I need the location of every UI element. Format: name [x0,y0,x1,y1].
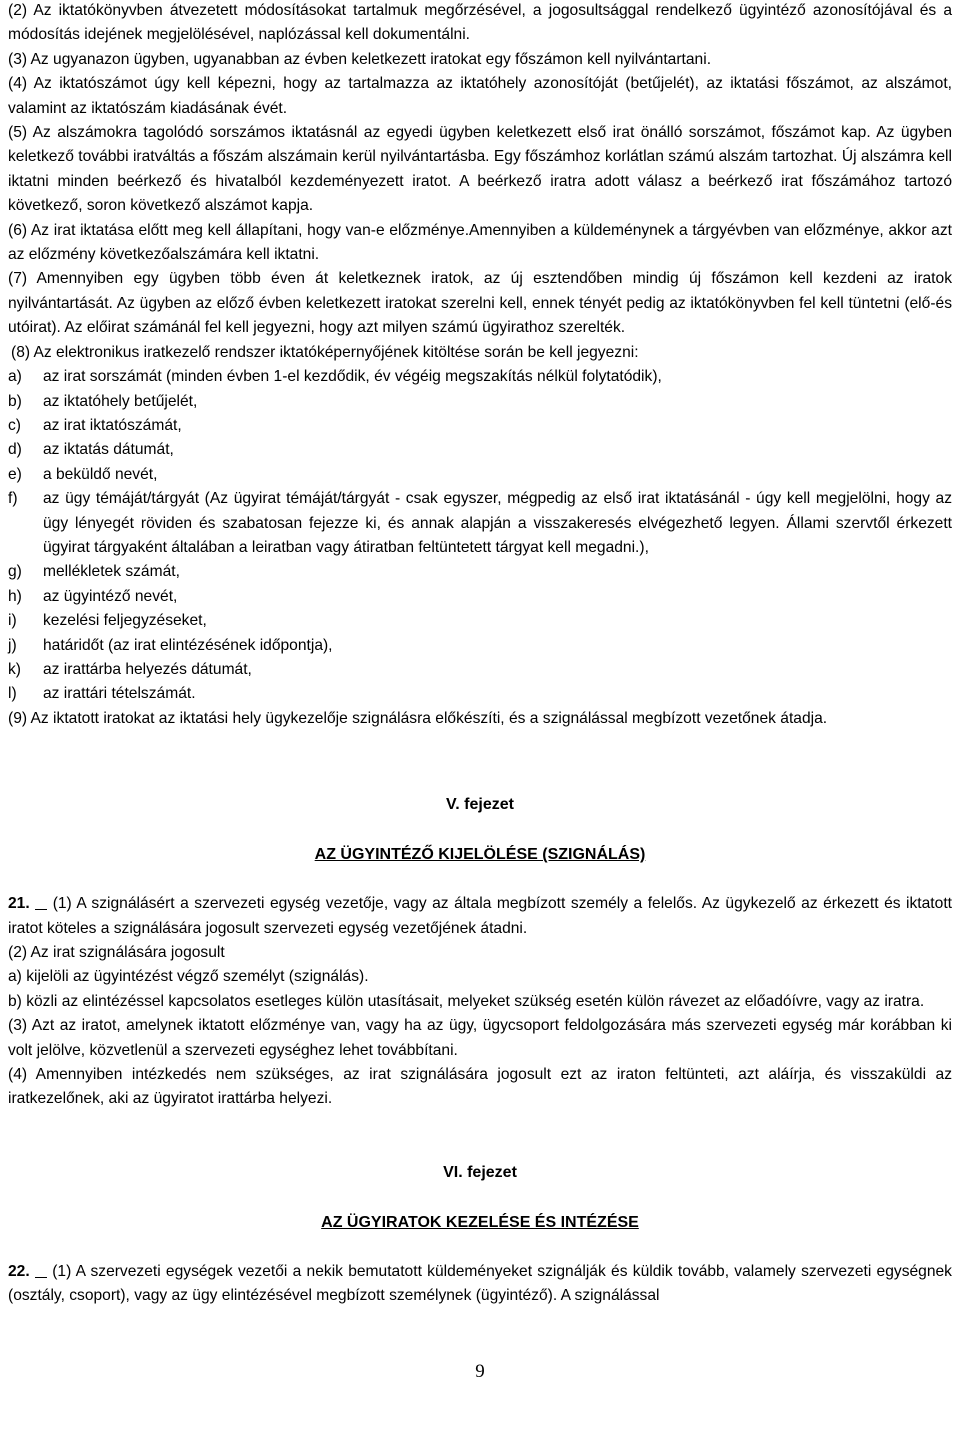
paragraph-6: (6) Az irat iktatása előtt meg kell állapítani, hogy van-e előzménye.Amennyiben a küldeménynek a tárgyévben van előzménye, akkor azt az előzmény következőalszámára kell iktatni. [8,221,952,264]
list-item [8,609,952,633]
list-item [8,390,952,414]
chapter-vi-number: VI. fejezet [443,1163,517,1181]
list-text: az irat sorszámát (minden évben 1-el kezdődik, év végéig megszakítás nélkül folytatódik), [43,368,662,386]
list-text: a beküldő nevét, [43,465,158,483]
list-text: az iktatás dátumát, [43,441,174,459]
paragraph-3: (3) Az ugyanazon ügyben, ugyanabban az évben keletkezett iratokat egy főszámon kell nyilvántartani. [8,50,712,68]
paragraph-9: (9) Az iktatott iratokat az iktatási hely ügykezelője szignálásra előkészíti, és a szignálással megbízott vezetőnek átadja. [8,709,828,727]
section-underline-mark [35,1263,47,1278]
section-21-para-3: (3) Azt az iratot, amelynek iktatott előzménye van, vagy ha az ügy, ügycsoport feldolgozására más szervezeti egység már korábban ki volt jelölve, közvetlenül a szervezeti egységhez lehet továbbítani. [8,1017,952,1059]
paragraph-4: (4) Az iktatószámot úgy kell képezni, hogy az tartalmazza az iktatóhely azonosítóját (betűjelét), az iktatási főszámot, az alszámot, valamint az iktatószám kiadásának évét. [8,75,952,117]
chapter-v-number: V. fejezet [446,796,514,814]
list-text: az irat iktatószámát, [43,416,182,434]
list-item [8,438,952,462]
list-item [8,487,952,560]
list-item [8,365,952,389]
list-text: határidőt (az irat elintézésének időpontja), [43,636,333,654]
list-item [8,414,952,438]
list-text: az iktatóhely betűjelét, [43,392,198,410]
list-item [8,463,952,487]
list-text: az ügy témáját/tárgyát (Az ügyirat témáját/tárgyát - csak egyszer, mégpedig az első irat iktatásánál - úgy kell megjelölni, hogy az ügy lényegét röviden és szabatosan fejezze ki, és annak alapján a visszakeresés elvégezhető legyen. Állami szervtől érkezett ügyirat tárgyaként általában a leiratban vagy átiratban feltüntetett tárgyat kell megadni.), [43,490,952,556]
list-label: b) [8,392,22,410]
paragraph-5: (5) Az alszámokra tagolódó sorszámos iktatásnál az egyedi ügyben keletkezett első irat önálló sorszámot, főszámot kap. Az ügyben keletkező további iratváltás a főszám alszámain kerül nyilvántartásba. Egy főszámhoz korlátlan számú alszám tartozhat. Új alszámra kell iktatni minden beérkező és hivatalból kezdeményezett iratot. A beérkező iratra adott válasz a beérkező irat főszámához tartozó következő, soron következő alszámot kapja. [8,124,952,215]
section-underline-mark [35,895,47,910]
section-21-para-2: (2) Az irat szignálására jogosult [8,944,225,961]
list-label: d) [8,441,22,459]
list-label: c) [8,416,21,434]
section-22-text: (1) A szervezeti egységek vezetői a nekik bemutatott küldeményeket szignálják és küldik tovább, valamely szervezeti egységnek (osztály, csoport), vagy az ügy elintézésével megbízott személynek (ügyintéző). A szignálással [8,1262,952,1305]
section-number: 22. [8,1262,30,1280]
iktatas-field-list [8,365,952,707]
list-label: k) [8,660,21,678]
list-item [8,560,952,584]
list-label: h) [8,587,22,605]
list-label: g) [8,563,22,581]
list-text: az ügyintéző nevét, [43,587,178,605]
list-label: i) [8,612,17,630]
page-number: 9 [475,1361,485,1382]
list-item [8,585,952,609]
section-21-para-2b: b) közli az elintézéssel kapcsolatos esetleges külön utasításait, melyeket szükség esetén külön rávezet az előadóívre, vagy az iratra. [8,992,925,1010]
section-21-text: (1) A szignálásért a szervezeti egység vezetője, vagy az általa megbízott személy a felelős. Az ügykezelő az érkezett és iktatott iratot köteles a szignálására jogosult szervezeti egység vezetőjének átadni. [8,895,952,937]
list-label: f) [8,490,18,508]
list-item [8,658,952,682]
section-22-first [8,1260,952,1309]
chapter-vi-title: AZ ÜGYIRATOK KEZELÉSE ÉS INTÉZÉSE [321,1213,639,1231]
list-label: j) [8,636,17,654]
section-21-para-4: (4) Amennyiben intézkedés nem szükséges, az irat szignálására jogosult ezt az iraton feltünteti, azt aláírja, és visszaküldi az iratkezelőnek, aki az ügyiratot irattárba helyezi. [8,1066,952,1108]
section-21-para-2a: a) kijelöli az ügyintézést végző személyt (szignálás). [8,968,369,986]
paragraph-7: (7) Amennyiben egy ügyben több éven át keletkeznek iratok, az új esztendőben mindig új főszámon kell kezdeni az iratok nyilvántartását. Az ügyben az előző évben keletkezett iratokat szerelni kell, ennek tényét pedig az iktatókönyvben fel kell tüntetni (elő-és utóirat). Az előirat számánál fel kell jegyezni, hogy azt milyen számú ügyirathoz szerelték. [8,270,952,337]
list-item [8,682,952,706]
list-label: a) [8,368,22,386]
list-item [8,634,952,658]
paragraph-2: (2) Az iktatókönyvben átvezetett módosításokat tartalmuk megőrzésével, a jogosultsággal rendelkező ügyintéző azonosítójával és a módosítás idejének megjelölésével, naplózással kell dokumentálni. [8,2,952,44]
list-label: e) [8,465,22,483]
list-text: mellékletek számát, [43,563,180,581]
section-number: 21. [8,895,30,913]
list-text: kezelési feljegyzéseket, [43,612,207,630]
list-text: az irattári tételszámát. [43,685,196,703]
list-text: az irattárba helyezés dátumát, [43,660,252,678]
chapter-v-title: AZ ÜGYINTÉZŐ KIJELÖLÉSE (SZIGNÁLÁS) [314,846,646,864]
list-label: l) [8,685,17,703]
section-21-first [8,892,952,941]
paragraph-8: (8) Az elektronikus iratkezelő rendszer iktatóképernyőjének kitöltése során be kell jegyezni: [11,343,639,361]
